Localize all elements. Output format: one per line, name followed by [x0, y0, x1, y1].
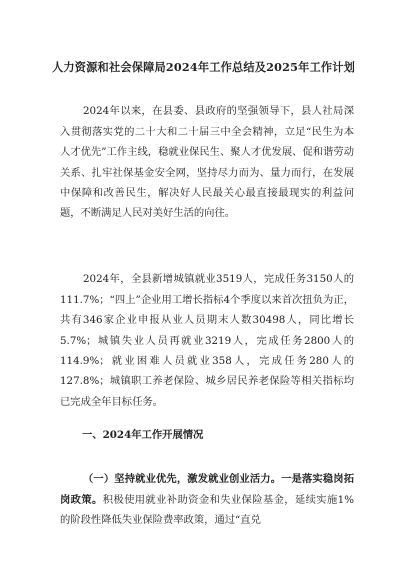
statistics-paragraph: 2024年，全县新增城镇就业3519人，完成任务3150人的111.7%；“四上”企业用工增长指标4个季度以来首次扭负为正，共有346家企业申报从业人员期末人数30498人，同比增长5.7%；城镇失业人员再就业3219人，完成任务2800人的114.9%；就业困难人员就业358人，完成任务280人的127.8%；城镇职工养老保险、城乡居民养老保险等相关指标均已完成全年目标任务。	[60, 273, 354, 408]
subsection-paragraph	[60, 469, 354, 530]
section-heading: 一、2024年工作开展情况	[82, 429, 204, 441]
intro-paragraph: 2024年以来，在县委、县政府的坚强领导下，县人社局深入贯彻落实党的二十大和二十届三中全会精神，立足“民生为本 人才优先”工作主线，稳就业保民生、聚人才优发展、促和谐劳动关系、扎牢社保基金安全网，坚持尽力而为、量力而行，在发展中保障和改善民生，解决好人民最关心最直接最现实的利益问题，不断满足人民对美好生活的向往。	[60, 105, 354, 220]
document-title: 人力资源和社会保障局2024年工作总结及2025年工作计划	[52, 60, 356, 74]
subsection-lead: （一）坚持就业优先，激发就业创业活力。一是落实稳岗拓岗政策。	[60, 473, 354, 506]
subsection-body: 积极使用就业补助资金和失业保险基金，延续实施1%的阶段性降低失业保险费率政策，通过“直兑	[60, 493, 354, 527]
